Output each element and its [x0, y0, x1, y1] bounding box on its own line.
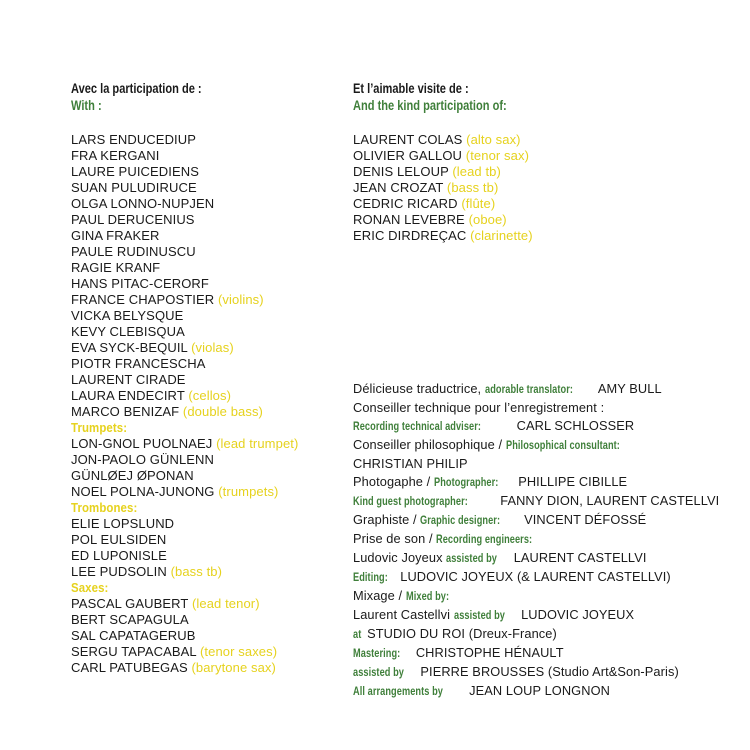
person-name: NOEL POLNA-JUNONG	[71, 484, 215, 499]
person-name: SERGU TAPACABAL	[71, 644, 197, 659]
list-item	[353, 132, 743, 148]
list-item	[71, 340, 341, 356]
list-item	[71, 180, 341, 196]
person-name: FRANCE CHAPOSTIER	[71, 292, 215, 307]
credit-sound	[353, 530, 748, 549]
right-column	[353, 80, 743, 244]
credit-philo-name	[353, 455, 748, 473]
person-name: POL EULSIDEN	[71, 532, 167, 547]
list-item	[71, 516, 341, 532]
list-item	[353, 212, 743, 228]
instrument-note: (lead tenor)	[191, 596, 260, 611]
list-item	[71, 564, 341, 580]
credit-translator	[353, 380, 748, 399]
credit-text: Conseiller technique pour l’enregistrement :	[353, 400, 605, 415]
instrument-note: (cellos)	[188, 388, 232, 403]
instrument-note: (tenor saxes)	[200, 644, 278, 659]
person-name: HANS PITAC-CERORF	[71, 276, 209, 291]
credit-arrangements	[353, 682, 748, 701]
list-item	[71, 452, 341, 468]
person-name: PASCAL GAUBERT	[71, 596, 189, 611]
credit-role: Photographer:	[434, 477, 499, 489]
credit-text: Laurent Castellvi	[353, 607, 451, 622]
person-name: MARCO BENIZAF	[71, 404, 180, 419]
person-name: GINA FRAKER	[71, 228, 160, 243]
instrument-note: (barytone sax)	[191, 660, 276, 675]
instrument-note: (lead trumpet)	[216, 436, 299, 451]
credit-editing	[353, 568, 748, 587]
list-item	[71, 436, 341, 452]
right-subtitle: And the kind participation of:	[353, 98, 507, 113]
credit-role: Philosophical consultant:	[505, 440, 620, 452]
instrument-note: (trumpets)	[218, 484, 279, 499]
instrument-note: (violas)	[191, 340, 234, 355]
instrument-note: (tenor sax)	[465, 148, 530, 163]
person-name: PAULE RUDINUSCU	[71, 244, 196, 259]
credit-mix	[353, 587, 748, 606]
credit-role: Recording engineers:	[436, 534, 533, 546]
credit-text: LUDOVIC JOYEUX	[521, 607, 635, 622]
instrument-note: (bass tb)	[446, 180, 499, 195]
list-item	[71, 404, 341, 420]
person-name: RAGIE KRANF	[71, 260, 161, 275]
instrument-note: (flûte)	[461, 196, 496, 211]
list-item	[71, 244, 341, 260]
list-item	[71, 596, 341, 612]
list-item	[71, 132, 341, 148]
list-item	[71, 356, 341, 372]
list-item	[353, 180, 743, 196]
credit-role: assisted by	[353, 667, 404, 679]
list-item	[71, 260, 341, 276]
credit-text: FANNY DION, LAURENT CASTELLVI	[500, 493, 720, 508]
credit-text: Mixage /	[353, 588, 403, 603]
person-name: LAURENT CIRADE	[71, 372, 186, 387]
section-label-saxes: Saxes:	[71, 580, 109, 595]
instrument-note: (bass tb)	[170, 564, 223, 579]
person-name: LAURE PUICEDIENS	[71, 164, 200, 179]
credit-text: VINCENT DÉFOSSÉ	[524, 512, 647, 527]
list-item	[353, 196, 743, 212]
credit-guest-photo	[353, 492, 748, 511]
musicians-list	[71, 132, 341, 676]
person-name: CARL PATUBEGAS	[71, 660, 188, 675]
list-item	[71, 468, 341, 484]
person-name: LAURA ENDECIRT	[71, 388, 185, 403]
list-item	[71, 212, 341, 228]
credit-text: PIERRE BROUSSES (Studio Art&Son-Paris)	[420, 664, 679, 679]
person-name: LON-GNOL PUOLNAEJ	[71, 436, 213, 451]
list-item	[71, 372, 341, 388]
credit-sound-names	[353, 549, 748, 568]
credit-mastering	[353, 644, 748, 663]
instrument-note: (double bass)	[182, 404, 263, 419]
credit-graphic	[353, 511, 748, 530]
person-name: OLGA LONNO-NUPJEN	[71, 196, 215, 211]
credit-role: All arrangements by	[353, 686, 443, 698]
person-name: DENIS LELOUP	[353, 164, 449, 179]
person-name: GÜNLØEJ ØPONAN	[71, 468, 194, 483]
credit-role: adorable translator:	[484, 384, 573, 396]
list-item	[71, 660, 341, 676]
credit-role: Mixed by:	[405, 591, 449, 603]
list-item	[71, 628, 341, 644]
list-item	[353, 164, 743, 180]
left-title: Avec la participation de :	[71, 81, 202, 96]
credit-role: Mastering:	[353, 648, 401, 660]
person-name: PIOTR FRANCESCHA	[71, 356, 206, 371]
list-item	[353, 148, 743, 164]
person-name: RONAN LEVEBRE	[353, 212, 465, 227]
person-name: JEAN CROZAT	[353, 180, 444, 195]
list-item	[71, 308, 341, 324]
person-name: ERIC DIRDREÇAC	[353, 228, 467, 243]
credit-text: PHILLIPE CIBILLE	[518, 474, 628, 489]
person-name: SAL CAPATAGERUB	[71, 628, 196, 643]
list-item	[71, 612, 341, 628]
credit-role: Recording technical adviser:	[353, 421, 482, 433]
list-item	[71, 644, 341, 660]
list-item	[71, 324, 341, 340]
person-name: SUAN PULUDIRUCE	[71, 180, 197, 195]
person-name: EVA SYCK-BEQUIL	[71, 340, 188, 355]
credit-text: CHRISTOPHE HÉNAULT	[415, 645, 564, 660]
list-item	[71, 292, 341, 308]
left-subtitle: With :	[71, 98, 102, 113]
credits-block	[353, 380, 748, 701]
list-item	[71, 164, 341, 180]
credit-text: STUDIO DU ROI (Dreux-France)	[367, 626, 557, 641]
credit-text: Délicieuse traductrice,	[353, 381, 482, 396]
credit-text: Ludovic Joyeux	[353, 550, 443, 565]
credit-role: Graphic designer:	[420, 515, 501, 527]
credit-role: at	[353, 629, 362, 641]
credit-text: Photogaphe /	[353, 474, 431, 489]
credit-text: LUDOVIC JOYEUX (& LAURENT CASTELLVI)	[400, 569, 671, 584]
person-name: FRA KERGANI	[71, 148, 160, 163]
credit-tech-fr	[353, 399, 748, 417]
person-name: PAUL DERUCENIUS	[71, 212, 195, 227]
credit-text: Conseiller philosophique /	[353, 437, 503, 452]
person-name: LAURENT COLAS	[353, 132, 463, 147]
credit-mastering-assist	[353, 663, 748, 682]
person-name: LARS ENDUCEDIUP	[71, 132, 197, 147]
person-name: JON-PAOLO GÜNLENN	[71, 452, 215, 467]
list-item	[71, 548, 341, 564]
list-item	[71, 532, 341, 548]
credit-text: CARL SCHLOSSER	[516, 418, 635, 433]
credit-role: assisted by	[446, 553, 498, 565]
person-name: BERT SCAPAGULA	[71, 612, 189, 627]
section-label-trumpets: Trumpets:	[71, 420, 128, 435]
section-label-trombones: Trombones:	[71, 500, 138, 515]
list-item	[71, 148, 341, 164]
right-title: Et l’aimable visite de :	[353, 81, 469, 96]
person-name: OLIVIER GALLOU	[353, 148, 463, 163]
credit-text: JEAN LOUP LONGNON	[469, 683, 610, 698]
list-item	[71, 276, 341, 292]
list-item	[353, 228, 743, 244]
person-name: LEE PUDSOLIN	[71, 564, 167, 579]
instrument-note: (alto sax)	[466, 132, 521, 147]
credit-role: assisted by	[453, 610, 505, 622]
credit-philo	[353, 436, 748, 455]
guest-list	[353, 132, 743, 244]
list-item	[71, 388, 341, 404]
credit-photo	[353, 473, 748, 492]
person-name: VICKA BELYSQUE	[71, 308, 184, 323]
left-column	[71, 80, 341, 676]
credit-text: LAURENT CASTELLVI	[513, 550, 647, 565]
credit-studio	[353, 625, 748, 644]
list-item	[71, 228, 341, 244]
credit-text: Prise de son /	[353, 531, 433, 546]
credit-role: Kind guest photographer:	[353, 496, 468, 508]
person-name: ED LUPONISLE	[71, 548, 167, 563]
person-name: KEVY CLEBISQUA	[71, 324, 185, 339]
instrument-note: (lead tb)	[452, 164, 501, 179]
instrument-note: (clarinette)	[470, 228, 533, 243]
credit-mix-names	[353, 606, 748, 625]
list-item	[71, 196, 341, 212]
credit-text: CHRISTIAN PHILIP	[353, 456, 468, 471]
credit-text: AMY BULL	[597, 381, 662, 396]
credit-role: Editing:	[353, 572, 388, 584]
credit-text: Graphiste /	[353, 512, 417, 527]
person-name: CEDRIC RICARD	[353, 196, 458, 211]
credit-tech	[353, 417, 748, 436]
list-item	[71, 484, 341, 500]
instrument-note: (violins)	[218, 292, 264, 307]
person-name: ELIE LOPSLUND	[71, 516, 175, 531]
instrument-note: (oboe)	[468, 212, 507, 227]
